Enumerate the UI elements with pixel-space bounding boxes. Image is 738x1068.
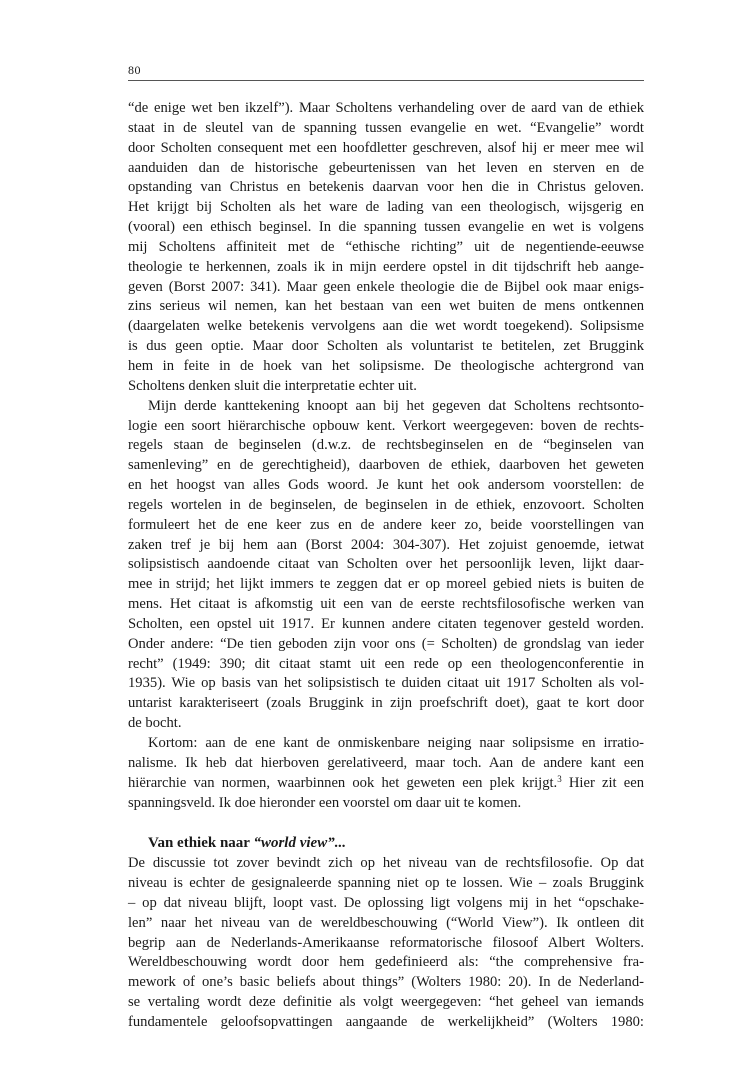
text-line: theologie te herkennen, zoals ik in mijn eerdere opstel in dit tijdschrift heb aange-: [128, 258, 644, 275]
footnote-marker[interactable]: 3: [557, 773, 562, 784]
body-text: [128, 99, 644, 1033]
page-number: 80: [128, 63, 141, 77]
text-line: staat in de sleutel van de spanning tussen evangelie en wet. “Evangelie” wordt: [128, 119, 644, 136]
text-line: [128, 774, 644, 794]
text-line: untarist karakteriseert (zoals Bruggink in zijn proefschrift doet), gaat te kort door: [128, 695, 644, 712]
text-line: hem in feite in de hoek van het solipsisme. De theologische achtergrond van: [128, 357, 644, 374]
section-heading: [128, 834, 644, 854]
text-line: logie een soort hiërarchische opbouw kent. Verkort weergegeven: boven de rechts-: [128, 417, 644, 434]
paragraph-2: [128, 397, 644, 734]
text-line: nalisme. Ik heb dat hierboven gerelativeerd, maar toch. Aan de andere kant een: [128, 754, 644, 771]
text-segment: hiërarchie van normen, waarbinnen ook het geweten een plek krijgt.: [128, 774, 558, 791]
text-line: spanningsveld. Ik doe hieronder een voorstel om daar uit te komen.: [128, 794, 522, 811]
text-line: en het hoogst van alles Gods woord. Je kunt het ook andersom voorstellen: de: [128, 477, 644, 494]
text-line: “de enige wet ben ikzelf”). Maar Scholtens verhandeling over de aard van de ethiek: [128, 100, 644, 116]
header-rule: [128, 80, 644, 81]
text-line: se vertaling wordt deze definitie als volgt weergegeven: “het geheel van iemands: [128, 994, 644, 1011]
text-line: Kortom: aan de ene kant de onmiskenbare neiging naar solipsisme en irratio-: [148, 735, 644, 751]
paragraph-3: [128, 734, 644, 813]
text-line: formuleert het de ene keer zus en de andere keer zo, beide voorstellingen van: [128, 516, 644, 533]
text-line: regels wortelen in de beginselen, de beginselen in de ethiek, enzovoort. Scholten: [128, 496, 644, 513]
text-line: Onder andere: “De tien geboden zijn voor ons (= Scholten) de grondslag van ieder: [128, 635, 644, 652]
text-line: Scholten, een opstel uit 1917. Er kunnen andere citaten tegenover gesteld worden.: [128, 615, 644, 632]
text-line: mee in strijd; het lijkt immers te zeggen dat er op moreel gebied niets is buiten de: [128, 576, 644, 593]
text-line: len” naar het niveau van de wereldbeschouwing (“World View”). Ik ontleen dit: [128, 914, 644, 931]
paragraph-1: [128, 99, 644, 397]
text-line: niveau is echter de gesignaleerde spanning niet op te lossen. Wie – zoals Bruggink: [128, 875, 644, 892]
text-line: (daargelaten welke betekenis vervolgens aan die wet wordt toegekend). Solipsisme: [128, 318, 644, 335]
text-line: – op dat niveau blijft, loopt vast. De oplossing ligt volgens mij in het “opschake-: [128, 894, 644, 911]
text-line: (vooral) een ethisch beginsel. In die spanning tussen evangelie en wet is volgens: [128, 219, 644, 236]
text-line: mij Scholtens affiniteit met de “ethische richting” uit de negentiende-eeuwse: [128, 238, 644, 255]
text-line: is dus geen optie. Maar door Scholten als voluntarist te betitelen, zet Bruggink: [128, 338, 644, 355]
text-line: zaken tref je bij hem aan (Borst 2004: 304-307). Het zojuist genoemde, ietwat: [128, 536, 644, 553]
text-line: solipsistisch aandoende citaat van Scholten over het persoonlijk leven, lijkt daar-: [128, 556, 644, 573]
text-line: opstanding van Christus en betekenis daarvan voor hen die in Christus geloven.: [128, 179, 644, 196]
text-line: fundamentele geloofsopvattingen aangaande de werkelijkheid” (Wolters 1980:: [128, 1013, 644, 1030]
section-heading-text: Van ethiek naar: [148, 835, 254, 852]
text-line: regels staan de beginselen (d.w.z. de rechtsbeginselen en de “beginselen van: [128, 437, 644, 454]
section-heading-italic: “world view”...: [253, 835, 346, 852]
text-line: 1935). Wie op basis van het solipsistisch te duiden citaat uit 1917 Scholten als vol-: [128, 675, 644, 692]
paragraph-4: [128, 854, 644, 1033]
text-line: mens. Het citaat is afkomstig uit een van de eerste rechtsfilosofische werken van: [128, 596, 644, 613]
text-line: Het krijgt bij Scholten als het ware de lading van een theologisch, wijsgerig en: [128, 199, 644, 216]
text-line: De discussie tot zover bevindt zich op het niveau van de rechtsfilosofie. Op dat: [128, 855, 644, 872]
text-line: door Scholten consequent met een hoofdletter geschreven, alsof hij er meer mee wil: [128, 139, 644, 156]
text-line: Mijn derde kanttekening knoopt aan bij het gegeven dat Scholtens rechtsonto-: [148, 397, 644, 414]
text-line: Wereldbeschouwing wordt door hem gedefinieerd als: “the comprehensive fra-: [128, 954, 644, 971]
text-line: zins serieus wil nemen, kan het bestaan van een wet buiten de mens ontkennen: [128, 298, 644, 315]
text-segment: Hier zit een: [561, 774, 644, 791]
text-line: de bocht.: [128, 715, 182, 732]
text-line: Scholtens denken sluit die interpretatie echter uit.: [128, 377, 417, 394]
text-line: samenleving” en de gerechtigheid), daarboven de ethiek, daarboven het geweten: [128, 457, 644, 474]
text-line: aanduiden dan de historische gebeurtenissen van het leven en sterven en de: [128, 159, 644, 176]
text-line: mework of one’s basic beliefs about things” (Wolters 1980: 20). In de Nederland-: [128, 974, 644, 991]
text-line: geven (Borst 2007: 341). Maar geen enkele theologie die de Bijbel ook maar enigs-: [128, 278, 644, 295]
text-line: recht” (1949: 390; dit citaat stamt uit een rede op een theologenconferentie in: [128, 655, 644, 672]
text-line: begrip aan de Nederlands-Amerikaanse reformatorische filosoof Albert Wolters.: [128, 934, 644, 951]
